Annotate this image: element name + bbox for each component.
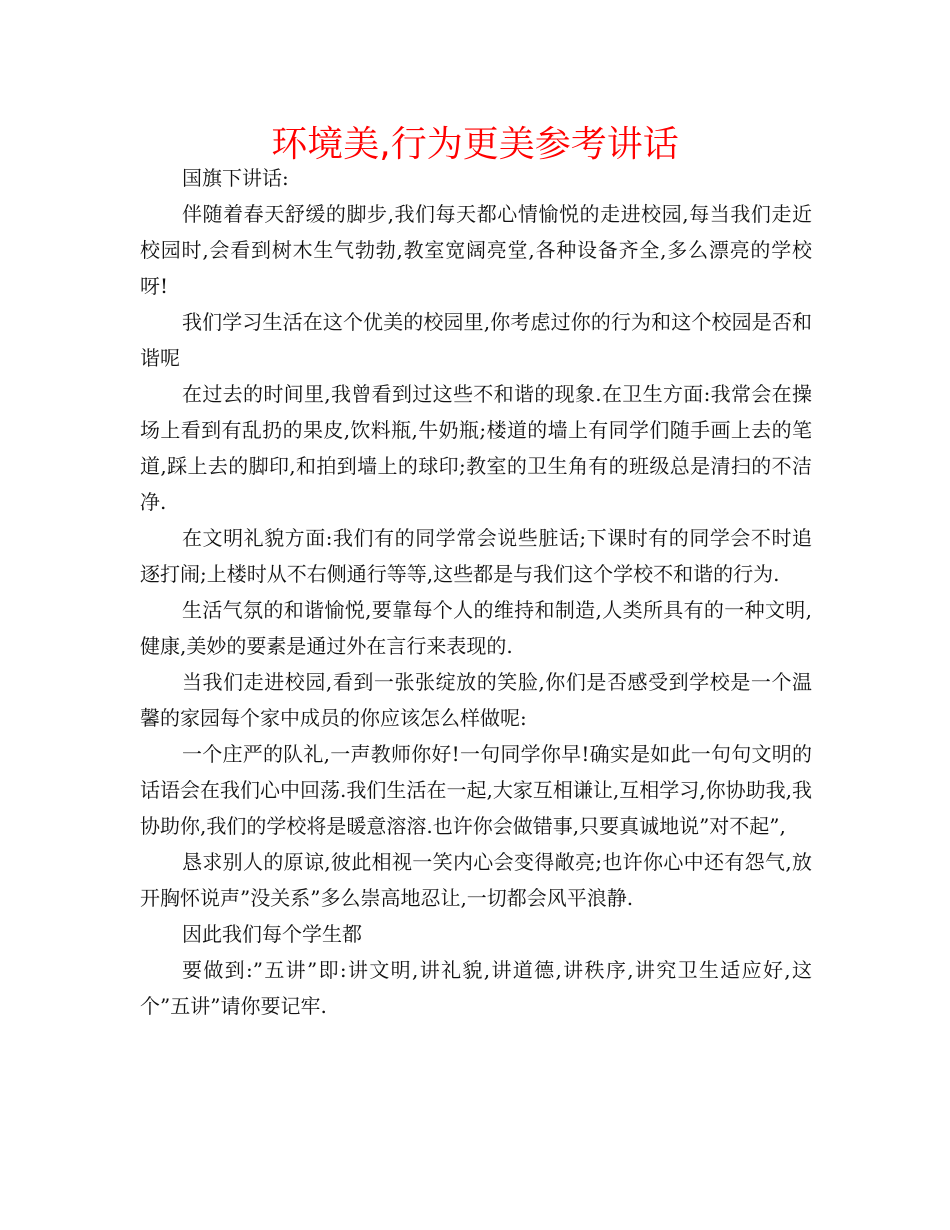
paragraph-7: 当我们走进校园,看到一张张绽放的笑脸,你们是否感受到学校是一个温馨的家园每个家中成员的你应该怎么样做呢:	[140, 670, 812, 730]
paragraph-11: 要做到:”五讲”即:讲文明,讲礼貌,讲道德,讲秩序,讲究卫生适应好,这个”五讲”请你要记牢.	[140, 958, 812, 1018]
paragraph-6: 生活气氛的和谐愉悦,要靠每个人的维持和制造,人类所具有的一种文明,健康,美妙的要素是通过外在言行来表现的.	[140, 598, 812, 658]
paragraph-10: 因此我们每个学生都	[182, 922, 362, 946]
document-title: 环境美,行为更美参考讲话	[271, 124, 679, 165]
paragraph-3: 我们学习生活在这个优美的校园里,你考虑过你的行为和这个校园是否和谐呢	[140, 310, 812, 370]
paragraph-8: 一个庄严的队礼,一声教师你好!一句同学你早!确实是如此一句句文明的话语会在我们心中回荡.我们生活在一起,大家互相谦让,互相学习,你协助我,我协助你,我们的学校将是暖意溶溶.也许你会做错事,只要真诚地说”对不起”,	[140, 742, 812, 838]
paragraph-9: 恳求别人的原谅,彼此相视一笑内心会变得敞亮;也许你心中还有怨气,放开胸怀说声”没关系”多么崇高地忍让,一切都会风平浪静.	[140, 850, 812, 910]
paragraph-1: 国旗下讲话:	[182, 166, 289, 190]
paragraph-2: 伴随着春天舒缓的脚步,我们每天都心情愉悦的走进校园,每当我们走近校园时,会看到树木生气勃勃,教室宽阔亮堂,各种设备齐全,多么漂亮的学校呀!	[140, 202, 812, 298]
paragraph-5: 在文明礼貌方面:我们有的同学常会说些脏话;下课时有的同学会不时追逐打闹;上楼时从不右侧通行等等,这些都是与我们这个学校不和谐的行为.	[140, 526, 812, 586]
document-body	[140, 160, 812, 1024]
paragraph-4: 在过去的时间里,我曾看到过这些不和谐的现象.在卫生方面:我常会在操场上看到有乱扔的果皮,饮料瓶,牛奶瓶;楼道的墙上有同学们随手画上去的笔道,踩上去的脚印,和拍到墙上的球印;教室的卫生角有的班级总是清扫的不洁净.	[140, 382, 812, 514]
